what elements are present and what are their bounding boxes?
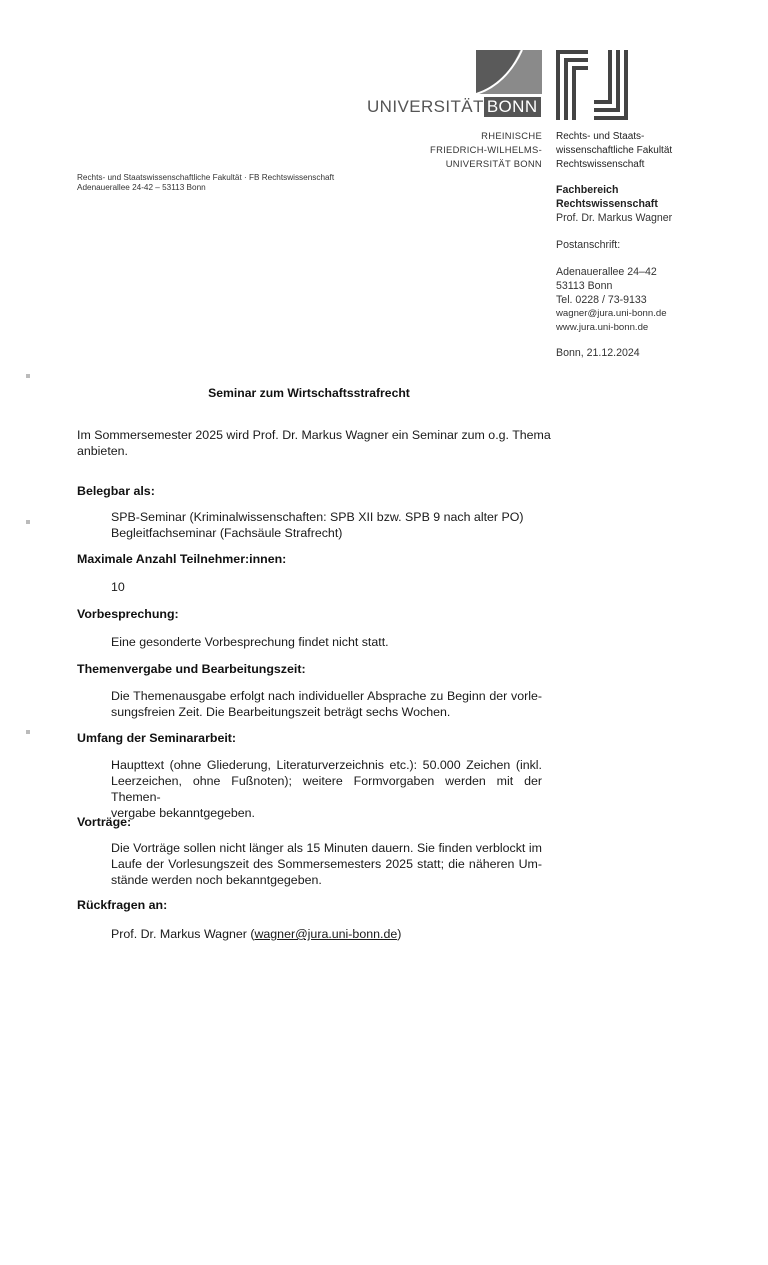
letter-date: Bonn, 21.12.2024 [556,347,640,359]
belegbar-option: Begleitfachseminar (Fachsäule Strafrecht) [111,526,343,540]
punch-mark [26,520,30,524]
intro-paragraph [77,427,551,459]
rueckfragen-suffix: ) [397,927,402,941]
document-title: Seminar zum Wirtschaftsstrafrecht [208,386,410,400]
address-city: 53113 Bonn [556,280,613,292]
paragraph-line: Leerzeichen, ohne Fußnoten); weitere Formvorgaben werden mit der Themen- [111,774,542,804]
vortraege-paragraph [111,840,542,888]
rueckfragen-name: Prof. Dr. Markus Wagner ( [111,927,255,941]
address-street: Adenauerallee 24–42 [556,266,657,278]
max-participants-value: 10 [111,580,125,594]
subtitle-line: UNIVERSITÄT BONN [445,158,542,169]
faculty-logo-icon [556,50,628,120]
paragraph-line: Die Themenausgabe erfolgt nach individueller Absprache zu Beginn der vorle- [111,689,542,703]
heading-max-participants: Maximale Anzahl Teilnehmer:innen: [77,552,287,566]
department-line-2: Rechtswissenschaft [556,198,658,210]
sender-line-2: Adenauerallee 24-42 – 53113 Bonn [77,183,206,192]
department-line-1: Fachbereich [556,184,619,196]
paragraph-line: vergabe bekanntgegeben. [111,806,255,820]
faculty-name [556,130,672,172]
heading-umfang: Umfang der Seminararbeit: [77,731,237,745]
contact-website[interactable]: www.jura.uni-bonn.de [556,322,649,333]
address-block [556,265,667,335]
faculty-name-line: Rechtswissenschaft [556,159,645,170]
faculty-name-line: Rechts- und Staats- [556,131,645,142]
heading-themenvergabe: Themenvergabe und Bearbeitungszeit: [77,662,306,676]
belegbar-list [111,509,524,541]
punch-mark [26,374,30,378]
wordmark-bonn: BONN [484,97,541,117]
vorbesprechung-text: Eine gesonderte Vorbesprechung findet nicht statt. [111,635,389,649]
contact-person: Prof. Dr. Markus Wagner [556,212,673,224]
university-wordmark [367,97,541,118]
themenvergabe-paragraph [111,688,542,720]
paragraph-line: Die Vorträge sollen nicht länger als 15 Minuten dauern. Sie finden verblockt im [111,841,542,855]
postal-label: Postanschrift: [556,239,621,251]
intro-line: anbieten. [77,444,128,458]
heading-vortraege: Vorträge: [77,815,132,829]
contact-email[interactable]: wagner@jura.uni-bonn.de [556,308,667,319]
heading-vorbesprechung: Vorbesprechung: [77,607,179,621]
paragraph-line: sungsfreien Zeit. Die Bearbeitungszeit beträgt sechs Wochen. [111,705,451,719]
subtitle-line: RHEINISCHE [481,130,542,141]
wordmark-universitaet: UNIVERSITÄT [367,97,484,116]
punch-mark [26,730,30,734]
university-subtitle [400,129,542,171]
university-logo-graphic [476,50,542,94]
belegbar-option: SPB-Seminar (Kriminalwissenschaften: SPB XII bzw. SPB 9 nach alter PO) [111,510,524,524]
intro-line: Im Sommersemester 2025 wird Prof. Dr. Markus Wagner ein Seminar zum o.g. Thema [77,428,551,442]
faculty-name-line: wissenschaftliche Fakultät [556,145,673,156]
rueckfragen-contact [111,926,401,942]
phone-number: Tel. 0228 / 73-9133 [556,294,647,306]
department-block [556,183,672,225]
umfang-paragraph [111,757,542,821]
heading-rueckfragen: Rückfragen an: [77,898,168,912]
paragraph-line: stände werden noch bekanntgegeben. [111,873,322,887]
rueckfragen-email-link[interactable]: wagner@jura.uni-bonn.de [254,927,398,941]
sender-address [77,173,334,193]
sender-line-1: Rechts- und Staatswissenschaftliche Fakultät · FB Rechtswissenschaft [77,173,335,182]
paragraph-line: Haupttext (ohne Gliederung, Literaturverzeichnis etc.): 50.000 Zeichen (inkl. [111,758,542,772]
paragraph-line: Laufe der Vorlesungszeit des Sommersemesters 2025 statt; die näheren Um- [111,857,542,871]
heading-belegbar: Belegbar als: [77,484,155,498]
subtitle-line: FRIEDRICH-WILHELMS- [430,144,542,155]
